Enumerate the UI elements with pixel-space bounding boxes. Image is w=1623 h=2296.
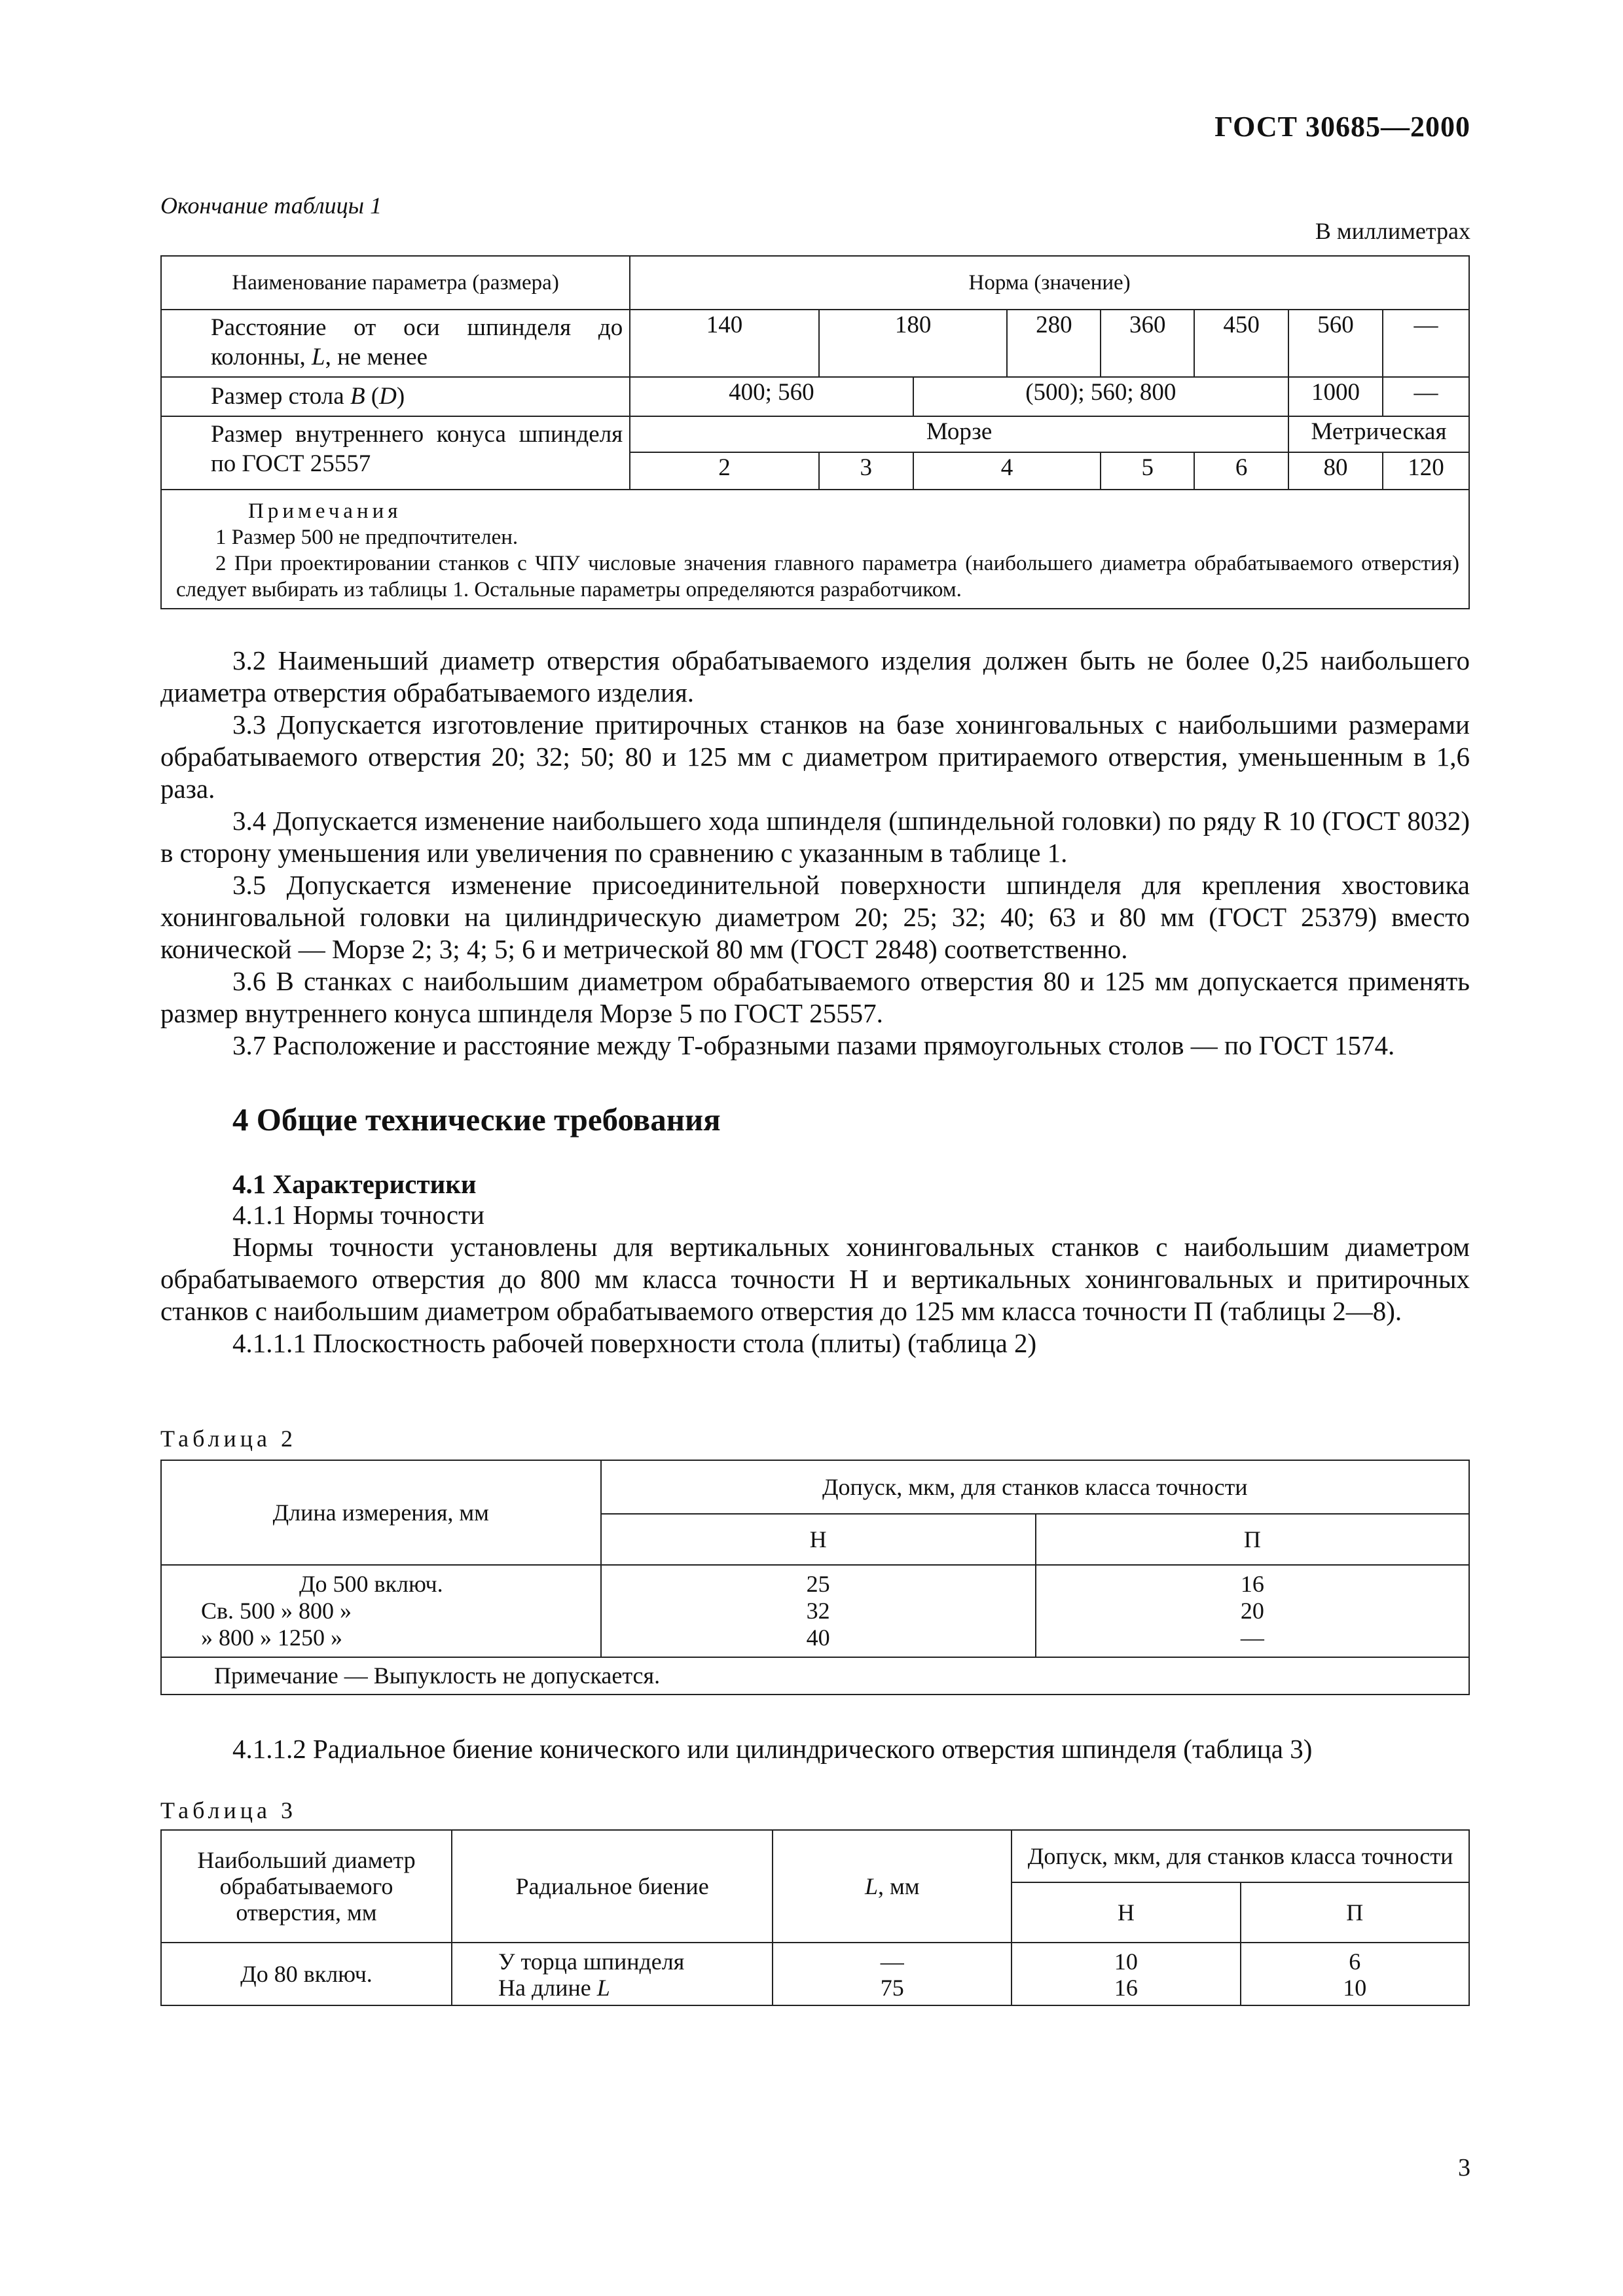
head-param: Наименование параметра (размера) bbox=[161, 256, 630, 310]
section3-paragraphs bbox=[160, 645, 1470, 1062]
class-h: Н bbox=[1012, 1882, 1240, 1943]
head-tolerance: Допуск, мкм, для станков класса точности bbox=[1012, 1830, 1469, 1882]
morse-label: Морзе bbox=[630, 416, 1288, 452]
row3-value: 2 bbox=[630, 452, 819, 490]
p-values-cell bbox=[1241, 1943, 1469, 2005]
row3-value: 4 bbox=[913, 452, 1101, 490]
table2-caption: Таблица 2 bbox=[160, 1426, 297, 1452]
class-h: Н bbox=[601, 1514, 1036, 1565]
h-value: 32 bbox=[806, 1598, 830, 1624]
L-value: — bbox=[880, 1948, 904, 1975]
table2-note: Примечание — Выпуклость не допускается. bbox=[161, 1657, 1469, 1695]
h-value: 10 bbox=[1114, 1948, 1138, 1975]
p-value: 16 bbox=[1240, 1571, 1264, 1597]
paragraph-3-3: 3.3 Допускается изготовление притирочных станков на базе хонинговальных с наибольшими размерами обрабатываемого отверстия 20; 32; 50; 80 и 125 мм с диаметром притираемого отверстия, уменьшенным в 1,6 раза. bbox=[160, 709, 1470, 804]
table1 bbox=[160, 255, 1470, 609]
note-2: 2 При проектировании станков с ЧПУ числовые значения главного параметра (наибольшего диаметра обрабатываемого отверстия) следует выбирать из таблицы 1. Остальные параметры определяются разработчиком. bbox=[176, 552, 1459, 601]
standard-header: ГОСТ 30685—2000 bbox=[1214, 111, 1470, 143]
head-diameter: Наибольший диаметр обрабатываемого отверстия, мм bbox=[161, 1830, 452, 1943]
class-p: П bbox=[1036, 1514, 1469, 1565]
table3 bbox=[160, 1829, 1470, 2006]
paragraph-4-1-1-text: Нормы точности установлены для вертикальных хонинговальных станков с наибольшим диаметром обрабатываемого отверстия до 800 мм класса точности Н и вертикальных хонинговальных и притирочных станков с наибольшим диаметром обрабатываемого отверстия до 125 мм класса точности П (таблицы 2—8). bbox=[160, 1232, 1470, 1326]
row3-value: 5 bbox=[1101, 452, 1194, 490]
h-value: 40 bbox=[806, 1624, 830, 1651]
head-L: L, мм bbox=[773, 1830, 1012, 1943]
head-runout: Радиальное биение bbox=[452, 1830, 773, 1943]
row1-value: 450 bbox=[1194, 310, 1288, 377]
note-1: 1 Размер 500 не предпочтителен. bbox=[215, 526, 519, 549]
row2-value: 1000 bbox=[1288, 377, 1383, 416]
row1-label: Расстояние от оси шпинделя до колонны, L, не менее bbox=[161, 310, 630, 377]
length-row: Св. 500 » 800 » bbox=[201, 1598, 352, 1624]
h-values-cell bbox=[601, 1565, 1036, 1657]
p-values-cell bbox=[1036, 1565, 1469, 1657]
p-value: 10 bbox=[1343, 1975, 1367, 2001]
runout-cell bbox=[452, 1943, 773, 2005]
table1-continuation: Окончание таблицы 1 bbox=[160, 192, 382, 219]
paragraph-4-1-1-2-wrap bbox=[160, 1733, 1470, 1765]
table1-units: В миллиметрах bbox=[1315, 218, 1470, 244]
page-number: 3 bbox=[1458, 2154, 1470, 2181]
row3-value: 80 bbox=[1288, 452, 1383, 490]
head-value: Норма (значение) bbox=[630, 256, 1469, 310]
row2-value: 400; 560 bbox=[630, 377, 913, 416]
h-value: 16 bbox=[1114, 1975, 1138, 2001]
paragraph-3-5: 3.5 Допускается изменение присоединительной поверхности шпинделя для крепления хвостовика хонинговальной головки на цилиндрическую диаметром 20; 25; 32; 40; 63 и 80 мм (ГОСТ 25379) вместо конической — Морзе 2; 3; 4; 5; 6 и метрической 80 мм (ГОСТ 2848) соответственно. bbox=[160, 870, 1470, 964]
row3-value: 6 bbox=[1194, 452, 1288, 490]
paragraph-3-2: 3.2 Наименьший диаметр отверстия обрабатываемого изделия должен быть не более 0,25 наибольшего диаметра отверстия обрабатываемого изделия. bbox=[160, 645, 1470, 708]
paragraph-4-1-1-1: 4.1.1.1 Плоскостность рабочей поверхности стола (плиты) (таблица 2) bbox=[232, 1328, 1037, 1358]
length-row: » 800 » 1250 » bbox=[201, 1624, 342, 1651]
paragraph-4-1-1: 4.1.1 Нормы точности bbox=[232, 1200, 484, 1230]
paragraph-4-1-1-2: 4.1.1.2 Радиальное биение конического или цилиндрического отверстия шпинделя (таблица 3) bbox=[232, 1734, 1313, 1764]
row1-value: 560 bbox=[1288, 310, 1383, 377]
table1-notes bbox=[161, 490, 1469, 609]
row1-value: — bbox=[1383, 310, 1469, 377]
head-tolerance: Допуск, мкм, для станков класса точности bbox=[601, 1460, 1469, 1514]
lengths-cell bbox=[161, 1565, 601, 1657]
length-row: До 500 включ. bbox=[299, 1571, 443, 1597]
p-value: 6 bbox=[1349, 1948, 1361, 1975]
h-value: 25 bbox=[806, 1571, 830, 1597]
row3-label: Размер внутреннего конуса шпинделя по ГОСТ 25557 bbox=[161, 416, 630, 490]
runout-type: У торца шпинделя bbox=[498, 1948, 685, 1975]
row-diameter: До 80 включ. bbox=[161, 1943, 452, 2005]
paragraph-3-4: 3.4 Допускается изменение наибольшего хода шпинделя (шпиндельной головки) по ряду R 10 (ГОСТ 8032) в сторону уменьшения или увеличения по сравнению с указанным в таблице 1. bbox=[160, 806, 1470, 868]
metric-label: Метрическая bbox=[1288, 416, 1469, 452]
row3-value: 3 bbox=[819, 452, 913, 490]
table2 bbox=[160, 1460, 1470, 1695]
L-values-cell bbox=[773, 1943, 1012, 2005]
notes-title: Примечания bbox=[248, 499, 402, 523]
p-value: — bbox=[1240, 1624, 1264, 1651]
row2-label: Размер стола B (D) bbox=[161, 377, 630, 416]
row1-value: 360 bbox=[1101, 310, 1194, 377]
row3-value: 120 bbox=[1383, 452, 1469, 490]
row1-value: 280 bbox=[1007, 310, 1101, 377]
runout-type: На длине L bbox=[498, 1975, 610, 2001]
table3-caption: Таблица 3 bbox=[160, 1797, 297, 1823]
row2-value: (500); 560; 800 bbox=[913, 377, 1288, 416]
subsection-4-1-title: 4.1 Характеристики bbox=[232, 1169, 477, 1199]
row2-value: — bbox=[1383, 377, 1469, 416]
section-4-title: 4 Общие технические требования bbox=[232, 1102, 721, 1138]
paragraph-3-7: 3.7 Расположение и расстояние между Т-образными пазами прямоугольных столов — по ГОСТ 1574. bbox=[232, 1030, 1395, 1060]
h-values-cell bbox=[1012, 1943, 1240, 2005]
paragraph-3-6: 3.6 В станках с наибольшим диаметром обрабатываемого отверстия 80 и 125 мм допускается применять размер внутреннего конуса шпинделя Морзе 5 по ГОСТ 25557. bbox=[160, 966, 1470, 1028]
section4-paragraphs bbox=[160, 1199, 1470, 1359]
p-value: 20 bbox=[1240, 1598, 1264, 1624]
class-p: П bbox=[1241, 1882, 1469, 1943]
head-length: Длина измерения, мм bbox=[161, 1460, 601, 1565]
row1-value: 140 bbox=[630, 310, 819, 377]
row1-value: 180 bbox=[819, 310, 1008, 377]
L-value: 75 bbox=[880, 1975, 904, 2001]
